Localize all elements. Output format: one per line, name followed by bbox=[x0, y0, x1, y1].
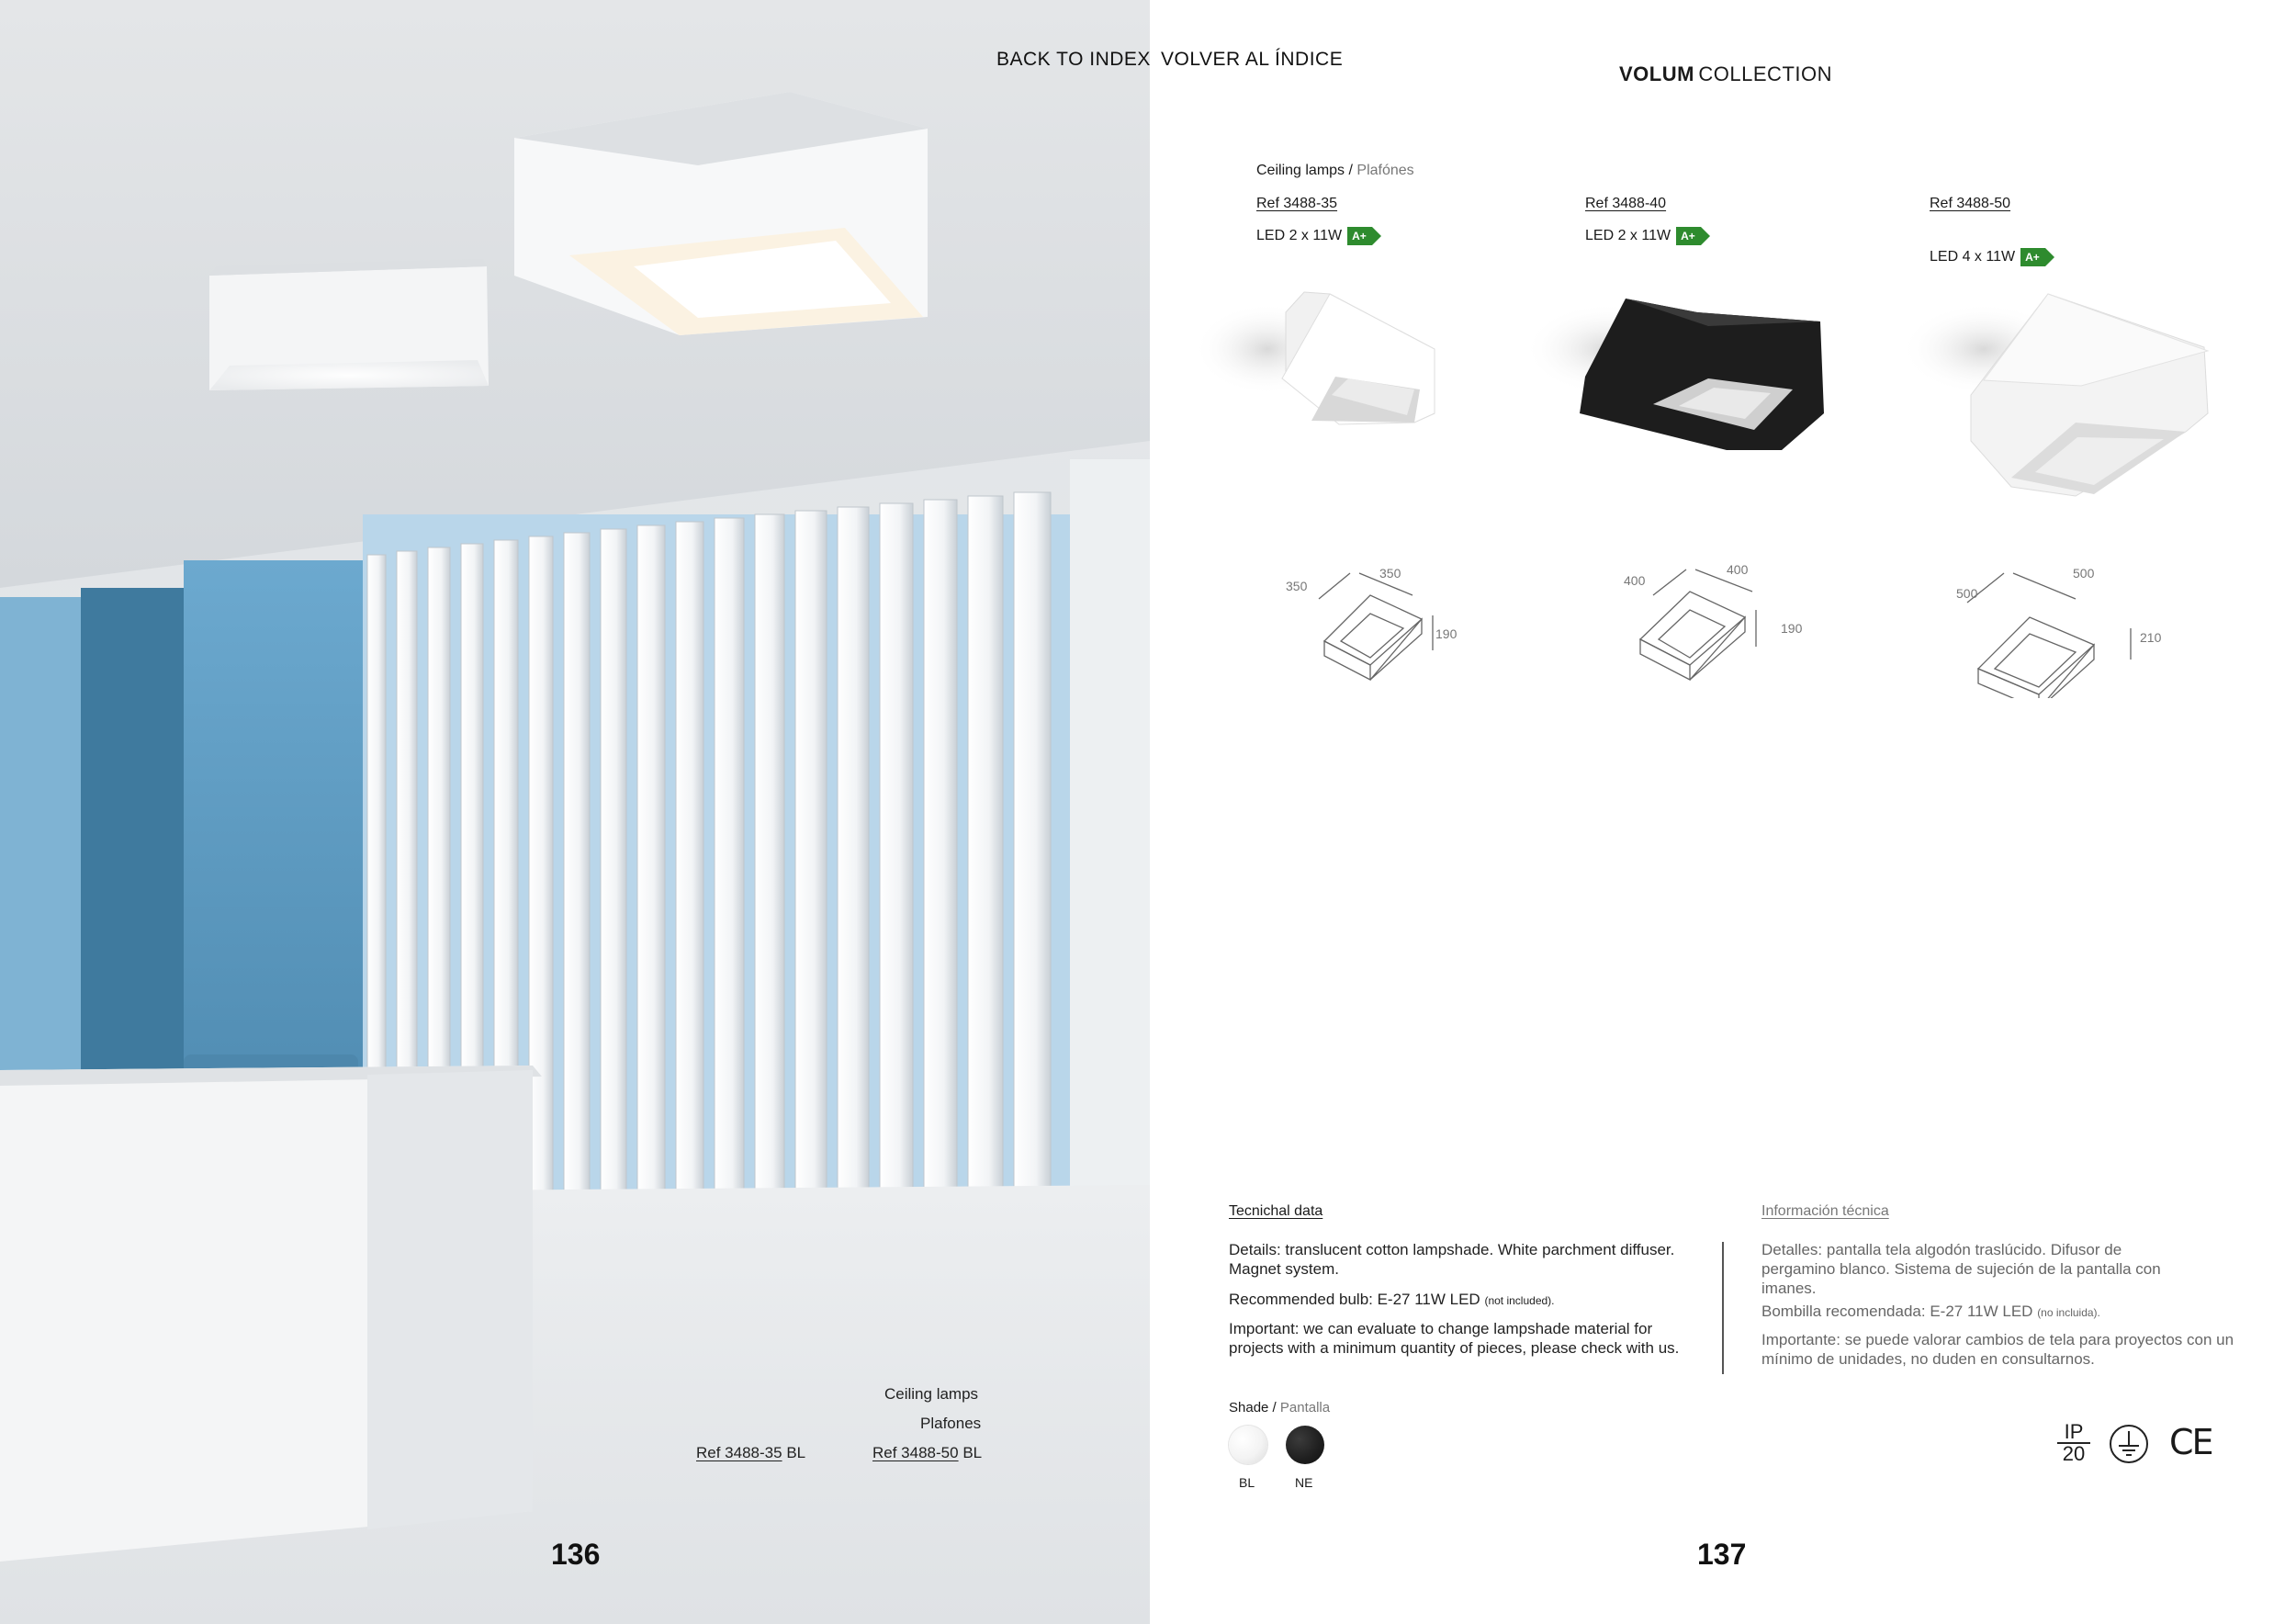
tech-heading-en: Tecnichal data bbox=[1229, 1203, 1323, 1219]
caption-ref-1 bbox=[696, 1444, 805, 1462]
dim-width-3: 500 bbox=[2073, 566, 2095, 581]
category-label bbox=[1256, 163, 1414, 179]
category-es: Plafónes bbox=[1356, 163, 1414, 178]
power-label: LED 2 x 11W bbox=[1256, 228, 1343, 244]
bulb-note: (no incluida). bbox=[2037, 1306, 2100, 1319]
page-number-right: 137 bbox=[1697, 1538, 1747, 1571]
caption-ref-2 bbox=[872, 1444, 982, 1462]
product-power-2 bbox=[1585, 227, 1701, 245]
ref-link[interactable]: Ref 3488-50 bbox=[872, 1444, 959, 1461]
tech-heading-es: Información técnica bbox=[1761, 1203, 1889, 1219]
dim-depth-1: 350 bbox=[1286, 579, 1308, 593]
caption-es: Plafones bbox=[920, 1415, 982, 1432]
collection-name: VOLUM bbox=[1619, 62, 1694, 85]
product-power-3 bbox=[1930, 248, 2045, 266]
product-power-1 bbox=[1256, 227, 1372, 245]
collection-title bbox=[1619, 62, 1832, 86]
dim-height-1: 190 bbox=[1435, 626, 1458, 641]
swatch-code-ne: NE bbox=[1295, 1475, 1313, 1490]
ip-rating: 20 bbox=[2062, 1442, 2086, 1465]
energy-class-badge: A+ bbox=[2020, 248, 2045, 266]
energy-class-badge: A+ bbox=[1676, 227, 1701, 245]
product-ref-1[interactable]: Ref 3488-35 bbox=[1256, 196, 1338, 211]
product-image-3488-35 bbox=[1194, 292, 1435, 424]
bulb-text: Recommended bulb: E-27 11W LED bbox=[1229, 1291, 1480, 1308]
dim-width-1: 350 bbox=[1379, 566, 1401, 581]
dimension-drawings bbox=[1267, 551, 2278, 698]
product-ref-2[interactable]: Ref 3488-40 bbox=[1585, 196, 1667, 211]
caption-en: Ceiling lamps bbox=[884, 1385, 979, 1403]
earth-ground-icon bbox=[2109, 1424, 2149, 1464]
dim-width-2: 400 bbox=[1727, 562, 1749, 577]
shade-label-es: Pantalla bbox=[1279, 1400, 1331, 1415]
shade-label bbox=[1229, 1400, 1330, 1415]
power-label: LED 4 x 11W bbox=[1930, 249, 2016, 265]
collection-word: COLLECTION bbox=[1698, 62, 1832, 85]
finish-code: BL bbox=[962, 1444, 983, 1461]
volver-al-indice-link[interactable]: VOLVER AL ÍNDICE bbox=[1161, 49, 1344, 70]
tech-important-en: Important: we can evaluate to change lampshade material for projects with a minimum quantity of pieces, please check with us. bbox=[1229, 1320, 1680, 1357]
bulb-text: Bombilla recomendada: E-27 11W LED bbox=[1761, 1303, 2033, 1320]
ref-link[interactable]: Ref 3488-35 bbox=[696, 1444, 782, 1461]
column-divider bbox=[1722, 1242, 1724, 1374]
swatch-code-bl: BL bbox=[1239, 1475, 1255, 1490]
tech-details-en: Details: translucent cotton lampshade. White parchment diffuser. Magnet system. bbox=[1229, 1241, 1675, 1278]
dim-height-3: 210 bbox=[2140, 630, 2162, 645]
swatch-black[interactable] bbox=[1286, 1426, 1324, 1464]
product-image-3488-50 bbox=[1901, 294, 2208, 496]
bulb-note: (not included). bbox=[1484, 1294, 1555, 1307]
back-to-index-link[interactable]: BACK TO INDEX bbox=[996, 49, 1151, 70]
product-ref-3[interactable]: Ref 3488-50 bbox=[1930, 196, 2011, 211]
swatch-white[interactable] bbox=[1229, 1426, 1267, 1464]
product-image-3488-40 bbox=[1525, 299, 1824, 450]
ip-label: IP bbox=[2057, 1422, 2090, 1444]
tech-bulb-en bbox=[1229, 1290, 1706, 1311]
power-label: LED 2 x 11W bbox=[1585, 228, 1671, 244]
shade-label-en: Shade / bbox=[1229, 1400, 1277, 1415]
product-images bbox=[1194, 276, 2250, 514]
ce-mark-icon: CE bbox=[2169, 1422, 2212, 1462]
tech-important-es: Importante: se puede valorar cambios de tela para proyectos con un mínimo de unidades, no duden en consultarnos. bbox=[1761, 1331, 2234, 1368]
finish-code: BL bbox=[786, 1444, 806, 1461]
dim-depth-2: 400 bbox=[1624, 573, 1646, 588]
ip20-icon bbox=[2057, 1422, 2090, 1464]
category-en: Ceiling lamps / bbox=[1256, 163, 1353, 178]
energy-class-badge: A+ bbox=[1347, 227, 1372, 245]
tech-details-es: Detalles: pantalla tela algodón traslúcido. Difusor de pergamino blanco. Sistema de sujeción de la pantalla con imanes. bbox=[1761, 1241, 2161, 1297]
tech-bulb-es bbox=[1761, 1302, 2202, 1323]
dim-depth-3: 500 bbox=[1956, 586, 1978, 601]
dim-height-2: 190 bbox=[1781, 621, 1803, 636]
page-number-left: 136 bbox=[551, 1538, 601, 1571]
